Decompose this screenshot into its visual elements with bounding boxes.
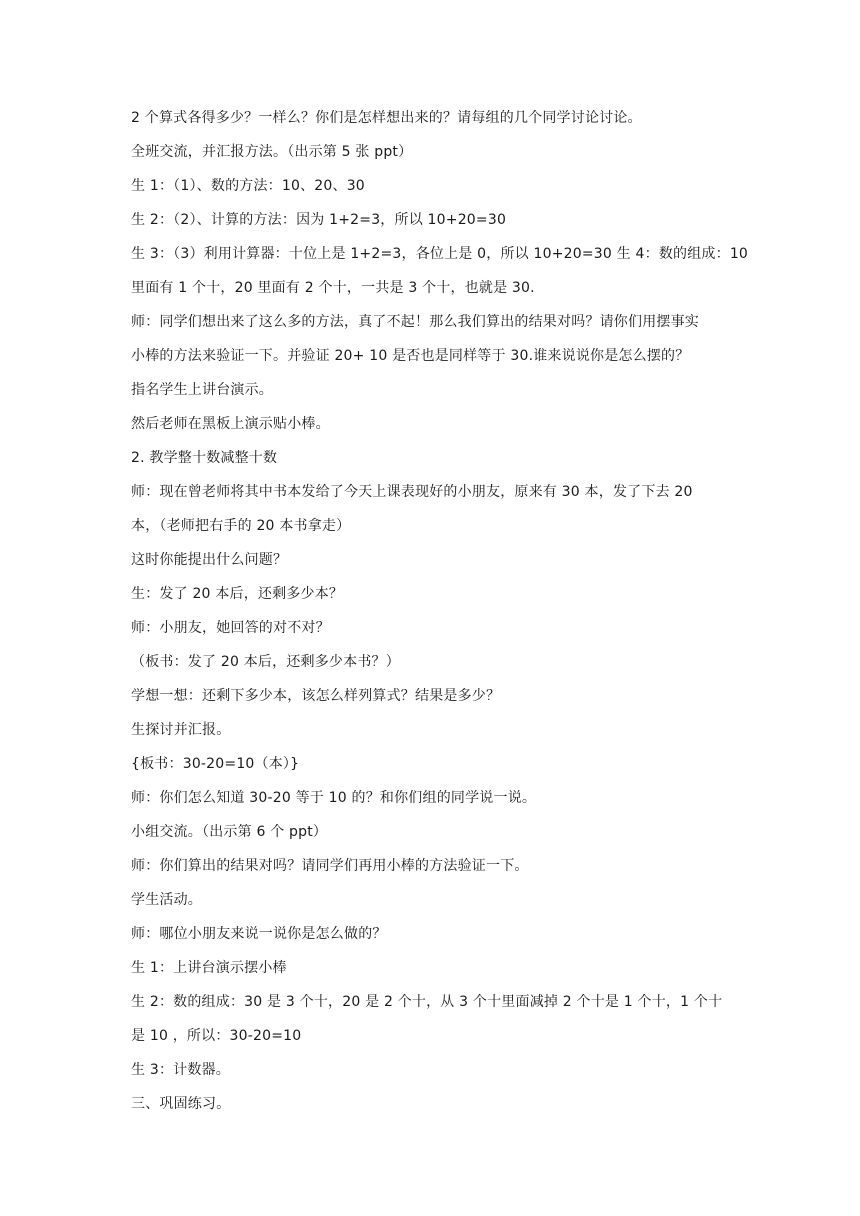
- document-body: [131, 108, 749, 1128]
- text-line: 这时你能提出什么问题？: [131, 552, 288, 568]
- text-line: 2 个算式各得多少？一样么？你们是怎样想出来的？请每组的几个同学讨论讨论。: [131, 110, 642, 126]
- text-line: 里面有 1 个十，20 里面有 2 个十，一共是 3 个十，也就是 30.: [131, 280, 535, 296]
- text-line: {板书：30-20=10（本）}: [131, 756, 300, 772]
- text-line: 生 2：（2）、计算的方法：因为 1+2=3，所以 10+20=30: [131, 212, 507, 228]
- text-line: 学想一想：还剩下多少本，该怎么样列算式？结果是多少？: [131, 688, 501, 704]
- text-line: 生：发了 20 本后，还剩多少本？: [131, 586, 344, 602]
- text-line: 生 1：上讲台演示摆小棒: [131, 960, 287, 976]
- section-heading: 三、巩固练习。: [131, 1096, 231, 1112]
- text-line: 生 1：（1）、数的方法：10、20、30: [131, 178, 365, 194]
- text-line: 师：哪位小朋友来说一说你是怎么做的？: [131, 926, 387, 942]
- text-line: 全班交流，并汇报方法。（出示第 5 张 ppt）: [131, 144, 413, 160]
- text-line: 小组交流。（出示第 6 个 ppt）: [131, 824, 328, 840]
- text-line: 生 2：数的组成：30 是 3 个十，20 是 2 个十，从 3 个十里面减掉 2 个十是 1 个十，1 个十: [131, 994, 723, 1010]
- text-line: 师：小朋友，她回答的对不对？: [131, 620, 330, 636]
- text-line: 学生活动。: [131, 892, 202, 908]
- text-line: 小棒的方法来验证一下。并验证 20+ 10 是否也是同样等于 30.谁来说说你是怎么摆的？: [131, 348, 690, 364]
- text-line: 师：同学们想出来了这么多的方法，真了不起！那么我们算出的结果对吗？请你们用摆事实: [131, 314, 699, 330]
- text-line: 生 3：计数器。: [131, 1062, 230, 1078]
- text-line: 指名学生上讲台演示。: [131, 382, 273, 398]
- text-line: 然后老师在黑板上演示贴小棒。: [131, 416, 330, 432]
- text-line: 生探讨并汇报。: [131, 722, 231, 738]
- text-line: 本，（老师把右手的 20 本书拿走）: [131, 518, 351, 534]
- text-line: 师：你们算出的结果对吗？请同学们再用小棒的方法验证一下。: [131, 858, 529, 874]
- section-heading: 2. 教学整十数减整十数: [131, 450, 278, 466]
- text-line: 是 10 ，所以：30-20=10: [131, 1028, 302, 1044]
- text-line: 生 3：（3）利用计算器：十位上是 1+2=3，各位上是 0，所以 10+20=30 生 4：数的组成：10: [131, 246, 749, 262]
- text-line: 师：你们怎么知道 30-20 等于 10 的？和你们组的同学说一说。: [131, 790, 537, 806]
- text-line: 师：现在曾老师将其中书本发给了今天上课表现好的小朋友，原来有 30 本，发了下去 20: [131, 484, 693, 500]
- text-line: （板书：发了 20 本后，还剩多少本书？）: [131, 654, 400, 670]
